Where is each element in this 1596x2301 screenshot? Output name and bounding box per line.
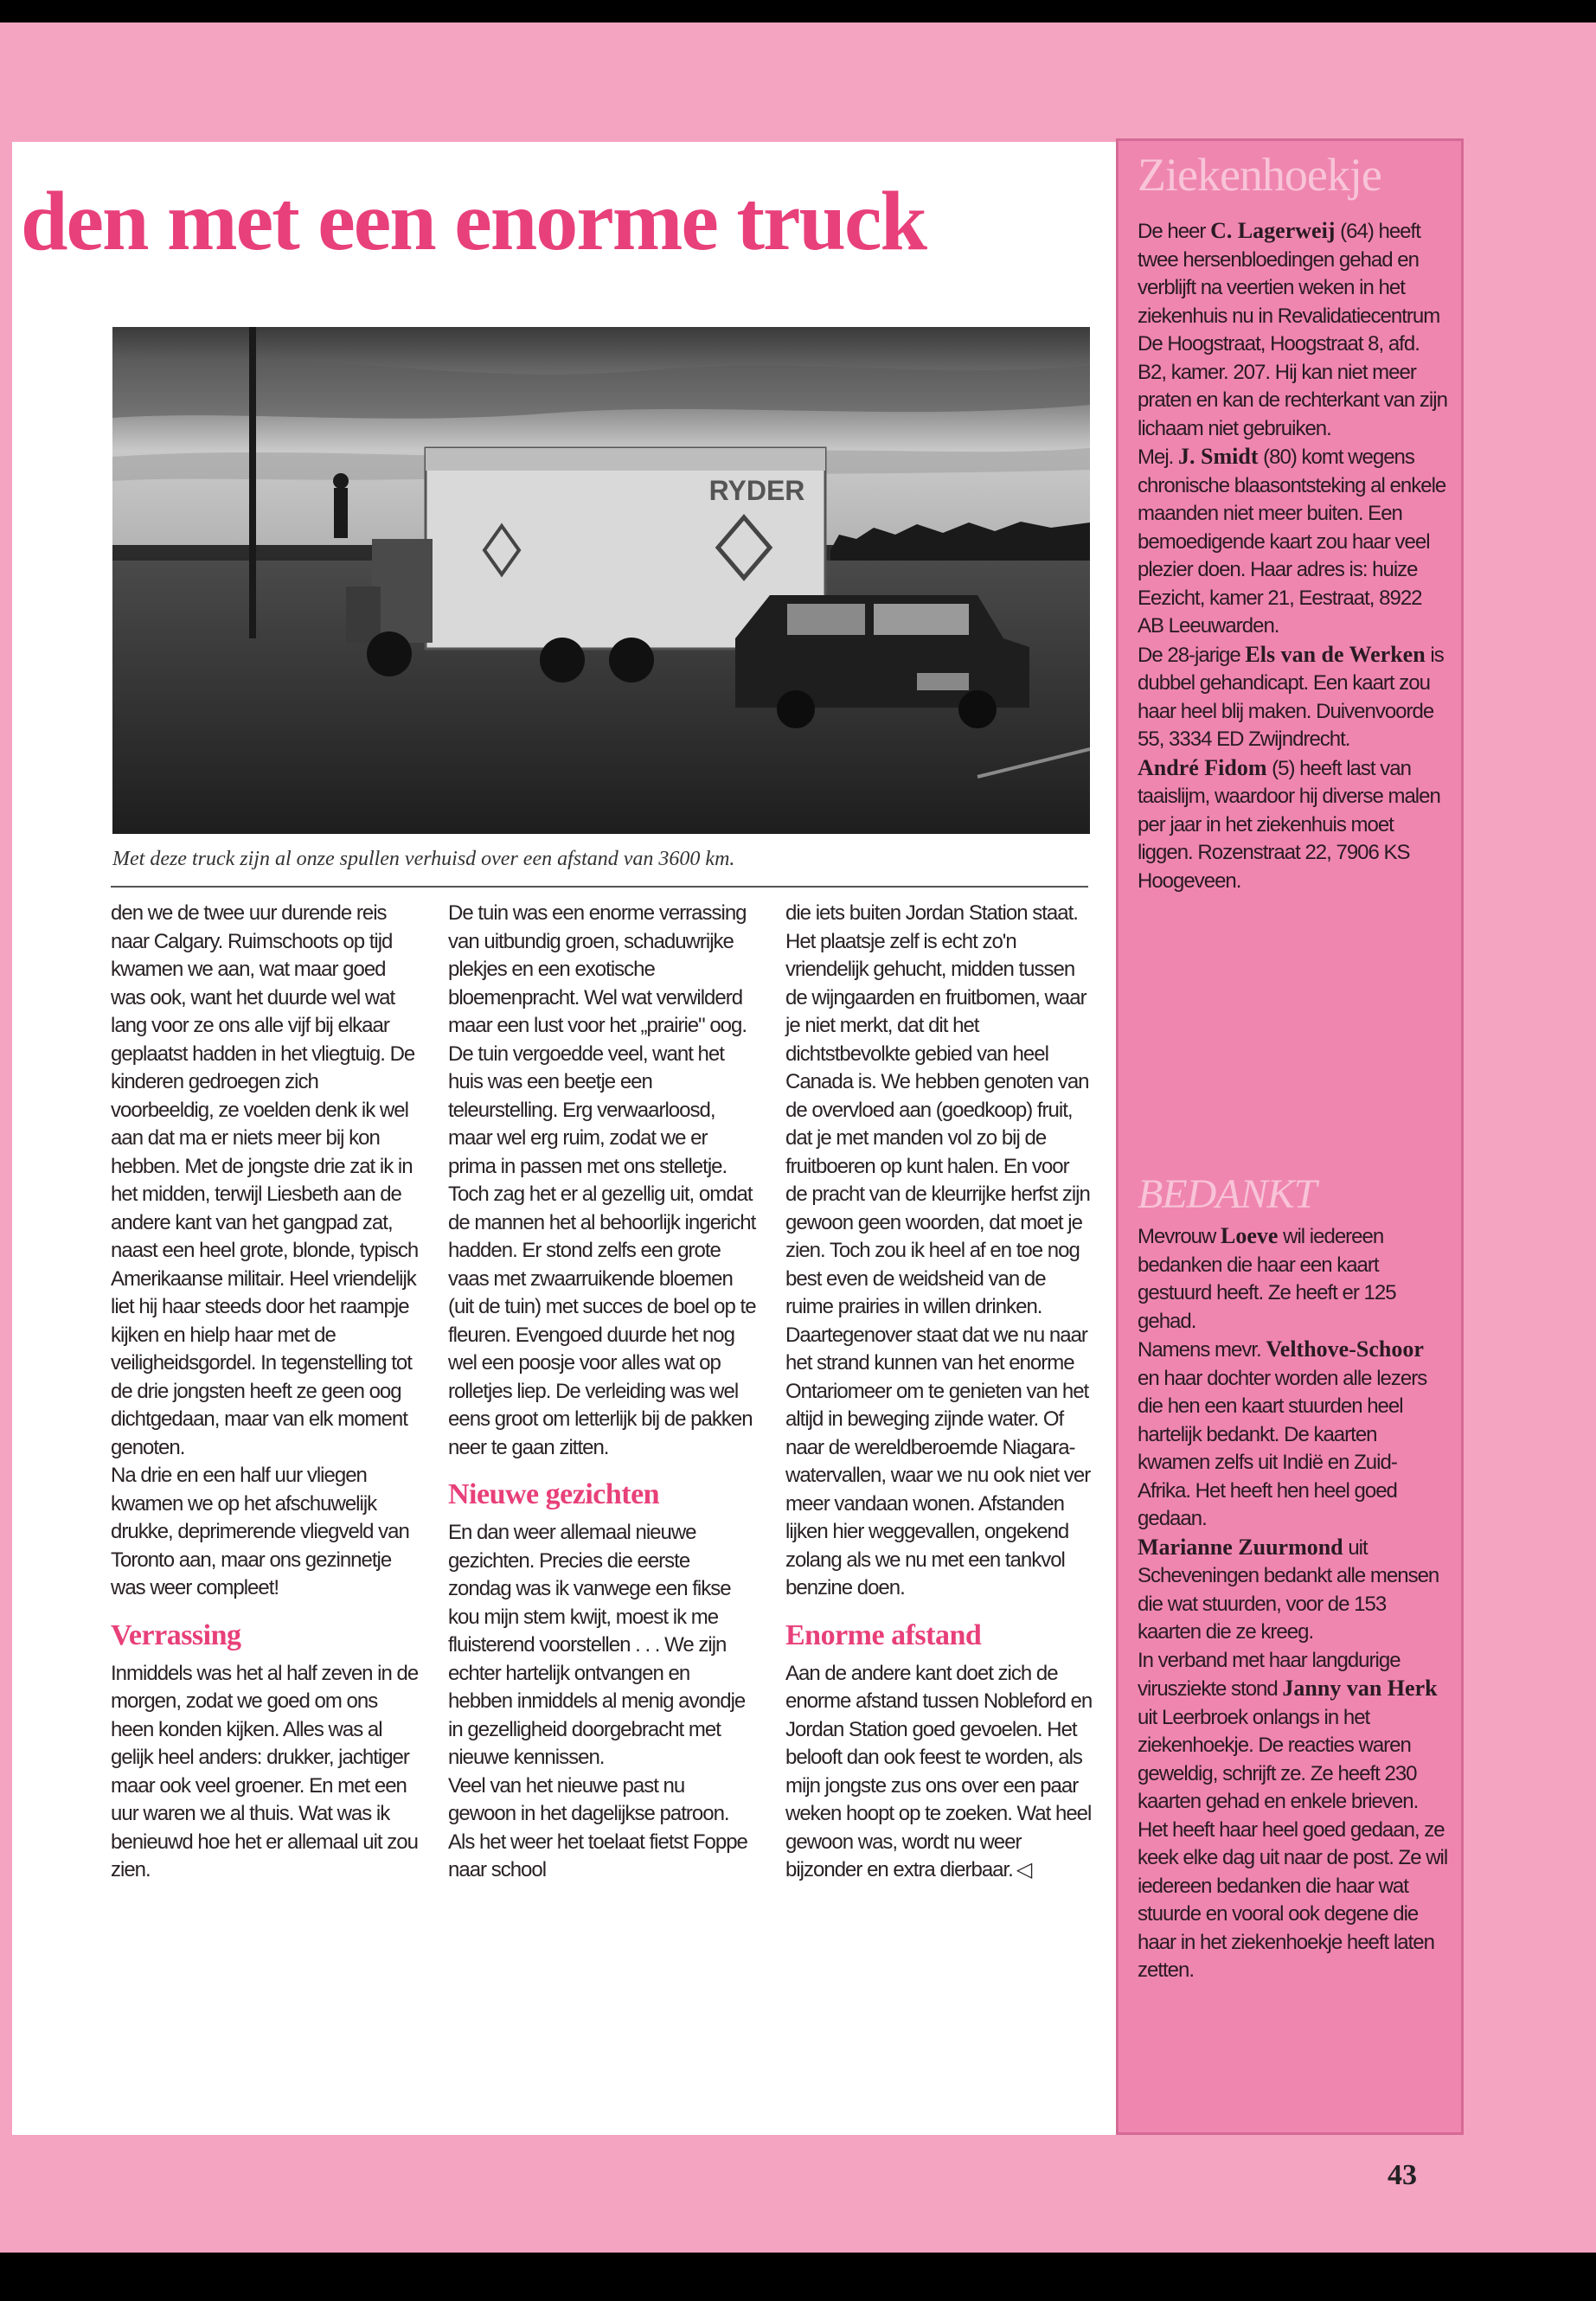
person-name: C. Lagerweij [1210, 218, 1336, 243]
truck-photo [112, 327, 1090, 834]
sidebar-entry: De heer C. Lagerweij (64) heeft twee hersenbloedingen gehad en verblijft na veertien weken in het ziekenhuis nu in Revalidatiecentrum De Hoogstraat, Hoogstraat 8, afd. B2, kamer. 207. Hij kan niet meer praten en kan de rechterkant van zijn lichaam niet gebruiken. [1138, 218, 1447, 440]
pink-border-right [1462, 142, 1596, 2135]
person-name: J. Smidt [1178, 444, 1259, 469]
person-name: Loeve [1221, 1223, 1279, 1248]
paragraph [785, 1660, 1093, 1885]
sidebar-entry: De 28-jarige Els van de Werken is dubbel gehandicapt. Een kaart zou haar heel blij maken. Duivenvoorde 55, 3334 ED Zwijndrecht. [1138, 641, 1444, 751]
article-column-1 [111, 900, 419, 1885]
sidebar-entry: In verband met haar langdurige virusziekte stond Janny van Herk uit Leerbroek onlangs in het ziekenhoekje. De reacties waren geweldig, schrijft ze. Ze heeft 230 kaarten gehad en enkele brieven. Het heeft haar heel goed gedaan, ze keek elke dag uit naar de post. Ze wil iedereen bedanken die haar wat stuurde en vooral ook degene die haar in het ziekenhoekje heeft laten zetten. [1138, 1648, 1448, 1982]
paragraph-text: Aan de andere kant doet zich de enorme afstand tussen Nobleford en Jordan Station goed gevoelen. Het belooft dan ook feest te worden, als mijn jongste zus ons over een paar weken hoopt op te zoeken. Wat heel gewoon was, wordt nu weer bijzonder en extra dierbaar. [785, 1661, 1093, 1881]
subheading-nieuwe-gezichten: Nieuwe gezichten [448, 1478, 660, 1510]
scan-top-edge [0, 0, 1596, 22]
person-name: Velthove-Schoor [1266, 1336, 1424, 1362]
pink-border-top [0, 22, 1596, 142]
truck-wheel-rear [540, 638, 585, 683]
pink-border-bottom [0, 2135, 1596, 2253]
truck-hood [346, 586, 381, 643]
paragraph: die iets buiten Jordan Station staat. Het plaatsje zelf is echt zo'n vriendelijk gehucht, midden tussen de wijngaarden en fruitbomen, waar je niet merkt, dat dit het dichtstbevolkte gebied van heel Canada is. We hebben genoten van de overvloed aan (goedkoop) fruit, dat je met manden vol zo bij de fruitboeren op kunt halen. En voor de pracht van de kleurrijke herfst zijn gewoon geen woorden, dat moet je zien. Toch zou ik heel af en toe nog best even de weidsheid van de ruime prairies in willen drinken. Daartegenover staat dat we nu naar het strand kunnen van het enorme Ontariomeer om te genieten van het altijd in beweging zijnde water. Of naar de wereldberoemde Niagara-watervallen, waar we nu ook niet ver meer vandaan wonen. Afstanden lijken hier weggevallen, ongekend zolang als we nu met een tankvol benzine doen. [785, 901, 1091, 1599]
paragraph: Na drie en een half uur vliegen kwamen we op het afschuwelijk drukke, deprimerende vliegveld van Toronto aan, maar ons gezinnetje was weer compleet! [111, 1464, 409, 1599]
sidebar-entry: Mevrouw Loeve wil iedereen bedanken die haar een kaart gestuurd heeft. Ze heeft er 125 gehad. [1138, 1223, 1396, 1333]
paragraph: den we de twee uur durende reis naar Calgary. Ruimschoots op tijd kwamen we aan, wat maar goed was ook, want het duurde wel wat lang voor ze ons alle vijf bij elkaar geplaatst hadden in het vliegtuig. De kinderen gedroegen zich voorbeeldig, ze voelden denk ik wel aan dat ma er niets meer bij kon hebben. Met de jongste drie zat ik in het midden, terwijl Liesbeth aan de andere kant van het gangpad zat, naast een heel grote, blonde, typisch Amerikaanse militair. Heel vriendelijk liet hij haar steeds door het raampje kijken en hielp haar met de veiligheidsgordel. In tegenstelling tot de drie jongsten heeft ze geen oog dichtgedaan, maar van elk moment genoten. [111, 901, 419, 1459]
end-mark-icon: ◁ [1016, 1858, 1032, 1881]
sidebar-entry: Mej. J. Smidt (80) komt wegens chronische blaasontsteking al enkele maanden niet meer buiten. Een bemoedigende kaart zou haar veel plezier doen. Haar adres is: huize Eezicht, kamer 21, Eestraat, 8922 AB Leeuwarden. [1138, 444, 1446, 638]
paragraph: En dan weer allemaal nieuwe gezichten. Precies die eerste zondag was ik vanwege een fikse kou mijn stem kwijt, moest ik me fluisterend voorstellen . . . We zijn echter hartelijk ontvangen en hebben inmiddels al menig avondje in gezelligheid doorgebracht met nieuwe kennissen. [448, 1521, 746, 1769]
pole [249, 327, 256, 638]
sidebar-title: Ziekenhoekje [1138, 149, 1381, 201]
truck-wheel-rear-2 [609, 638, 654, 683]
paragraph: De tuin was een enorme verrassing van uitbundig groen, schaduwrijke plekjes en een exotische bloemenpracht. Wel wat verwilderd maar een lust voor het „prairie" oog. [448, 901, 747, 1037]
person-head [333, 473, 349, 489]
page-number: 43 [1388, 2159, 1417, 2191]
sidebar-list-bedankt [1138, 1222, 1449, 1985]
truck-box-top [426, 448, 825, 471]
headline: den met een enorme truck [21, 175, 926, 268]
truck-cab [372, 539, 433, 643]
paragraph: Veel van het nieuwe past nu gewoon in het dagelijkse patroon. Als het weer het toelaat fietst Foppe naar school [448, 1773, 747, 1881]
sidebar-entry: Namens mevr. Velthove-Schoor en haar dochter worden alle lezers die hen een kaart stuurden heel hartelijk bedankt. De kaarten kwamen zelfs uit Indië en Zuid-Afrika. Het heeft hen heel goed gedaan. [1138, 1336, 1427, 1530]
ziekenhoekje-sidebar [1116, 138, 1464, 2135]
person-name: Els van de Werken [1245, 641, 1426, 667]
scan-bottom-edge [0, 2253, 1596, 2301]
person-name: André Fidom [1138, 754, 1267, 780]
photo-caption: Met deze truck zijn al onze spullen verhuisd over een afstand van 3600 km. [112, 848, 735, 870]
truck-lettering: RYDER [708, 475, 805, 506]
sidebar-list-ziekenhoekje [1138, 217, 1449, 895]
pink-border-left [0, 142, 12, 2135]
person-body [334, 488, 348, 538]
sidebar-title-bedankt: BEDANKT [1138, 1171, 1317, 1217]
paragraph: Inmiddels was het al half zeven in de morgen, zodat we goed om ons heen konden kijken. Alles was al gelijk heel anders: drukker, jachtiger maar ook veel groener. En met een uur waren we al thuis. Wat was ik benieuwd hoe het er allemaal uit zou zien. [111, 1661, 419, 1881]
sidebar-entry: Marianne Zuurmond uit Scheveningen bedankt alle mensen die wat stuurden, voor de 153 kaarten die ze kreeg. [1138, 1534, 1439, 1644]
truck-wheel-front [367, 631, 412, 676]
sidebar-entry: André Fidom (5) heeft last van taaislijm, waardoor hij diverse malen per jaar in het ziekenhuis moet liggen. Rozenstraat 22, 7906 KS Hoogeveen. [1138, 754, 1440, 893]
subheading-enorme-afstand: Enorme afstand [785, 1618, 982, 1651]
caption-rule [111, 886, 1088, 888]
person-name: Janny van Herk [1282, 1676, 1438, 1701]
person-name: Marianne Zuurmond [1138, 1534, 1343, 1560]
article-column-2 [448, 900, 756, 1885]
article-column-3 [785, 900, 1093, 1885]
paragraph: De tuin vergoedde veel, want het huis was een beetje een teleurstelling. Erg verwaarloosd, maar wel erg ruim, zodat we er prima in passen met ons stelletje. Toch zag het er al gezellig uit, omdat de mannen het al behoorlijk ingericht hadden. Er stond zelfs een grote vaas met zwaarruikende bloemen (uit de tuin) met succes de boel op te fleuren. Evengoed duurde het nog wel een poosje voor alles wat op rolletjes liep. De verleiding was wel eens groot om letterlijk bij de pakken neer te gaan zitten. [448, 1042, 756, 1459]
subheading-verrassing: Verrassing [111, 1618, 241, 1651]
